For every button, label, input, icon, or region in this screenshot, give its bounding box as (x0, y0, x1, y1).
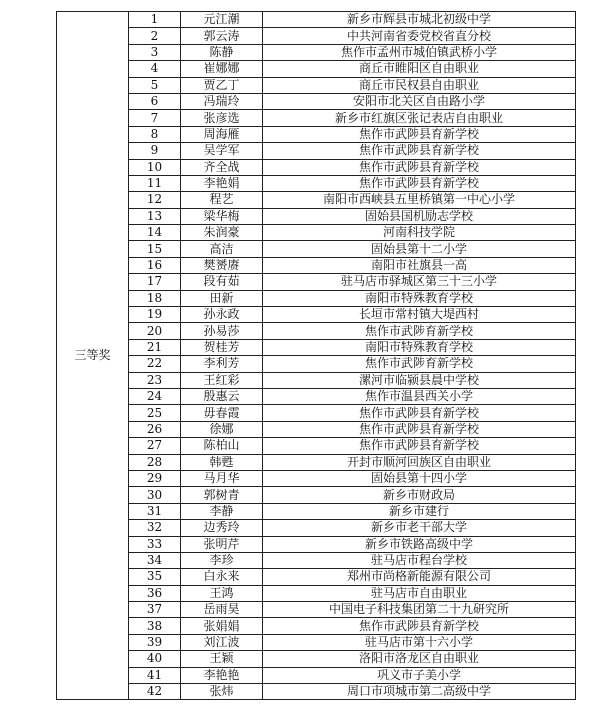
work-unit-cell: 南阳市特殊教育学校 (263, 339, 576, 355)
row-number-cell: 8 (129, 126, 181, 142)
work-unit-cell: 开封市顺河回族区自由职业 (263, 454, 576, 470)
table-row (57, 470, 576, 486)
table-row (57, 77, 576, 93)
table-row (57, 339, 576, 355)
table-row (57, 651, 576, 667)
table-row (57, 110, 576, 126)
row-number-cell: 41 (129, 667, 181, 683)
row-number-cell: 23 (129, 372, 181, 388)
row-number-cell: 42 (129, 684, 181, 700)
table-row (57, 274, 576, 290)
row-number-cell: 4 (129, 61, 181, 77)
work-unit-cell: 河南科技学院 (263, 225, 576, 241)
table-row (57, 241, 576, 257)
table-row (57, 307, 576, 323)
row-number-cell: 20 (129, 323, 181, 339)
work-unit-cell: 南阳市特殊教育学校 (263, 290, 576, 306)
winner-name-cell: 贾乙丁 (181, 77, 263, 93)
table-row (57, 356, 576, 372)
table-row (57, 602, 576, 618)
row-number-cell: 37 (129, 602, 181, 618)
row-number-cell: 35 (129, 569, 181, 585)
work-unit-cell: 驻马店市驿城区第三十三小学 (263, 274, 576, 290)
winner-name-cell: 刘江波 (181, 634, 263, 650)
winner-name-cell: 王鸿 (181, 585, 263, 601)
table-row (57, 126, 576, 142)
winner-name-cell: 孙易莎 (181, 323, 263, 339)
work-unit-cell: 焦作市武陟育新学校 (263, 323, 576, 339)
work-unit-cell: 商丘市民权县自由职业 (263, 77, 576, 93)
winner-name-cell: 郭云涛 (181, 28, 263, 44)
work-unit-cell: 固始县第十四小学 (263, 470, 576, 486)
row-number-cell: 24 (129, 388, 181, 404)
row-number-cell: 40 (129, 651, 181, 667)
winner-name-cell: 冯瑞玲 (181, 93, 263, 109)
winner-name-cell: 李利芳 (181, 356, 263, 372)
winner-name-cell: 樊赟赓 (181, 257, 263, 273)
work-unit-cell: 焦作市武陟县育新学校 (263, 175, 576, 191)
table-row (57, 585, 576, 601)
winner-name-cell: 张娟娟 (181, 618, 263, 634)
row-number-cell: 38 (129, 618, 181, 634)
work-unit-cell: 焦作市武陟县育新学校 (263, 438, 576, 454)
row-number-cell: 12 (129, 192, 181, 208)
work-unit-cell: 焦作市武陟县育新学校 (263, 618, 576, 634)
winner-name-cell: 齐全战 (181, 159, 263, 175)
work-unit-cell: 中共河南省委党校省直分校 (263, 28, 576, 44)
row-number-cell: 16 (129, 257, 181, 273)
winner-name-cell: 周海雁 (181, 126, 263, 142)
winner-name-cell: 马月华 (181, 470, 263, 486)
work-unit-cell: 焦作市武陟县育新学校 (263, 143, 576, 159)
table-row (57, 323, 576, 339)
row-number-cell: 13 (129, 208, 181, 224)
work-unit-cell: 焦作市武陟县育新学校 (263, 159, 576, 175)
winner-name-cell: 韩甦 (181, 454, 263, 470)
table-row (57, 454, 576, 470)
table-row (57, 208, 576, 224)
table-row (57, 503, 576, 519)
winner-name-cell: 陈静 (181, 44, 263, 60)
work-unit-cell: 新乡市红旗区张记表店自由职业 (263, 110, 576, 126)
row-number-cell: 25 (129, 405, 181, 421)
row-number-cell: 34 (129, 552, 181, 568)
winner-name-cell: 张明芹 (181, 536, 263, 552)
work-unit-cell: 商丘市睢阳区自由职业 (263, 61, 576, 77)
winner-name-cell: 贺桂芳 (181, 339, 263, 355)
row-number-cell: 30 (129, 487, 181, 503)
work-unit-cell: 周口市项城市第二高级中学 (263, 684, 576, 700)
work-unit-cell: 新乡市老干部大学 (263, 520, 576, 536)
work-unit-cell: 固始县国机励志学校 (263, 208, 576, 224)
winner-name-cell: 李静 (181, 503, 263, 519)
table-row (57, 225, 576, 241)
winner-name-cell: 李艳娟 (181, 175, 263, 191)
work-unit-cell: 焦作市温县西关小学 (263, 388, 576, 404)
row-number-cell: 22 (129, 356, 181, 372)
row-number-cell: 31 (129, 503, 181, 519)
winner-name-cell: 张炜 (181, 684, 263, 700)
row-number-cell: 7 (129, 110, 181, 126)
row-number-cell: 33 (129, 536, 181, 552)
work-unit-cell: 焦作市孟州市城伯镇武桥小学 (263, 44, 576, 60)
winner-name-cell: 李珍 (181, 552, 263, 568)
row-number-cell: 39 (129, 634, 181, 650)
winner-name-cell: 朱润豪 (181, 225, 263, 241)
work-unit-cell: 长垣市常村镇大堤西村 (263, 307, 576, 323)
winner-name-cell: 郭树青 (181, 487, 263, 503)
winner-name-cell: 高洁 (181, 241, 263, 257)
work-unit-cell: 洛阳市洛龙区自由职业 (263, 651, 576, 667)
row-number-cell: 27 (129, 438, 181, 454)
work-unit-cell: 驻马店市程台学校 (263, 552, 576, 568)
row-number-cell: 11 (129, 175, 181, 191)
winner-name-cell: 崔娜娜 (181, 61, 263, 77)
work-unit-cell: 焦作市武陟育新学校 (263, 356, 576, 372)
winner-name-cell: 王颖 (181, 651, 263, 667)
winner-name-cell: 毋春霞 (181, 405, 263, 421)
winner-name-cell: 徐娜 (181, 421, 263, 437)
table-row (57, 388, 576, 404)
work-unit-cell: 漯河市临颍县晨中学校 (263, 372, 576, 388)
row-number-cell: 26 (129, 421, 181, 437)
winner-name-cell: 张彦选 (181, 110, 263, 126)
row-number-cell: 28 (129, 454, 181, 470)
table-row (57, 421, 576, 437)
table-row (57, 290, 576, 306)
table-row (57, 93, 576, 109)
table-row (57, 487, 576, 503)
row-number-cell: 21 (129, 339, 181, 355)
winner-name-cell: 程艺 (181, 192, 263, 208)
table-row (57, 175, 576, 191)
award-table-body (57, 12, 576, 700)
table-row (57, 536, 576, 552)
row-number-cell: 5 (129, 77, 181, 93)
work-unit-cell: 新乡市财政局 (263, 487, 576, 503)
work-unit-cell: 新乡市铁路高级中学 (263, 536, 576, 552)
table-row (57, 61, 576, 77)
winner-name-cell: 孙永政 (181, 307, 263, 323)
table-row (57, 143, 576, 159)
row-number-cell: 2 (129, 28, 181, 44)
work-unit-cell: 巩义市子美小学 (263, 667, 576, 683)
work-unit-cell: 焦作市武陟县育新学校 (263, 421, 576, 437)
table-row (57, 634, 576, 650)
work-unit-cell: 南阳市西峡县五里桥镇第一中心小学 (263, 192, 576, 208)
work-unit-cell: 焦作市武陟县育新学校 (263, 405, 576, 421)
work-unit-cell: 安阳市北关区自由路小学 (263, 93, 576, 109)
row-number-cell: 18 (129, 290, 181, 306)
winner-name-cell: 吴学军 (181, 143, 263, 159)
work-unit-cell: 驻马店市自由职业 (263, 585, 576, 601)
table-row (57, 12, 576, 28)
table-row (57, 44, 576, 60)
table-row (57, 552, 576, 568)
row-number-cell: 17 (129, 274, 181, 290)
award-table (56, 11, 576, 700)
row-number-cell: 15 (129, 241, 181, 257)
work-unit-cell: 驻马店市第十六小学 (263, 634, 576, 650)
winner-name-cell: 李艳艳 (181, 667, 263, 683)
table-row (57, 684, 576, 700)
table-row (57, 569, 576, 585)
winner-name-cell: 王红彩 (181, 372, 263, 388)
table-row (57, 28, 576, 44)
work-unit-cell: 郑州市尚格新能源有限公司 (263, 569, 576, 585)
award-level-cell: 三等奖 (57, 12, 129, 700)
winner-name-cell: 边秀玲 (181, 520, 263, 536)
table-row (57, 618, 576, 634)
row-number-cell: 3 (129, 44, 181, 60)
work-unit-cell: 固始县第十二小学 (263, 241, 576, 257)
winner-name-cell: 梁华梅 (181, 208, 263, 224)
row-number-cell: 19 (129, 307, 181, 323)
row-number-cell: 32 (129, 520, 181, 536)
work-unit-cell: 焦作市武陟县育新学校 (263, 126, 576, 142)
table-row (57, 405, 576, 421)
winner-name-cell: 白永来 (181, 569, 263, 585)
table-row (57, 372, 576, 388)
work-unit-cell: 新乡市辉县市城北初级中学 (263, 12, 576, 28)
winner-name-cell: 陈柏山 (181, 438, 263, 454)
winner-name-cell: 田新 (181, 290, 263, 306)
row-number-cell: 10 (129, 159, 181, 175)
winner-name-cell: 段有茹 (181, 274, 263, 290)
work-unit-cell: 中国电子科技集团第二十九研究所 (263, 602, 576, 618)
winner-name-cell: 殷惠云 (181, 388, 263, 404)
winner-name-cell: 岳雨昊 (181, 602, 263, 618)
table-row (57, 192, 576, 208)
row-number-cell: 36 (129, 585, 181, 601)
row-number-cell: 1 (129, 12, 181, 28)
row-number-cell: 6 (129, 93, 181, 109)
winner-name-cell: 元江潮 (181, 12, 263, 28)
row-number-cell: 29 (129, 470, 181, 486)
table-row (57, 257, 576, 273)
work-unit-cell: 新乡市建行 (263, 503, 576, 519)
table-row (57, 159, 576, 175)
table-row (57, 667, 576, 683)
row-number-cell: 14 (129, 225, 181, 241)
table-row (57, 438, 576, 454)
table-row (57, 520, 576, 536)
work-unit-cell: 南阳市社旗县一高 (263, 257, 576, 273)
row-number-cell: 9 (129, 143, 181, 159)
